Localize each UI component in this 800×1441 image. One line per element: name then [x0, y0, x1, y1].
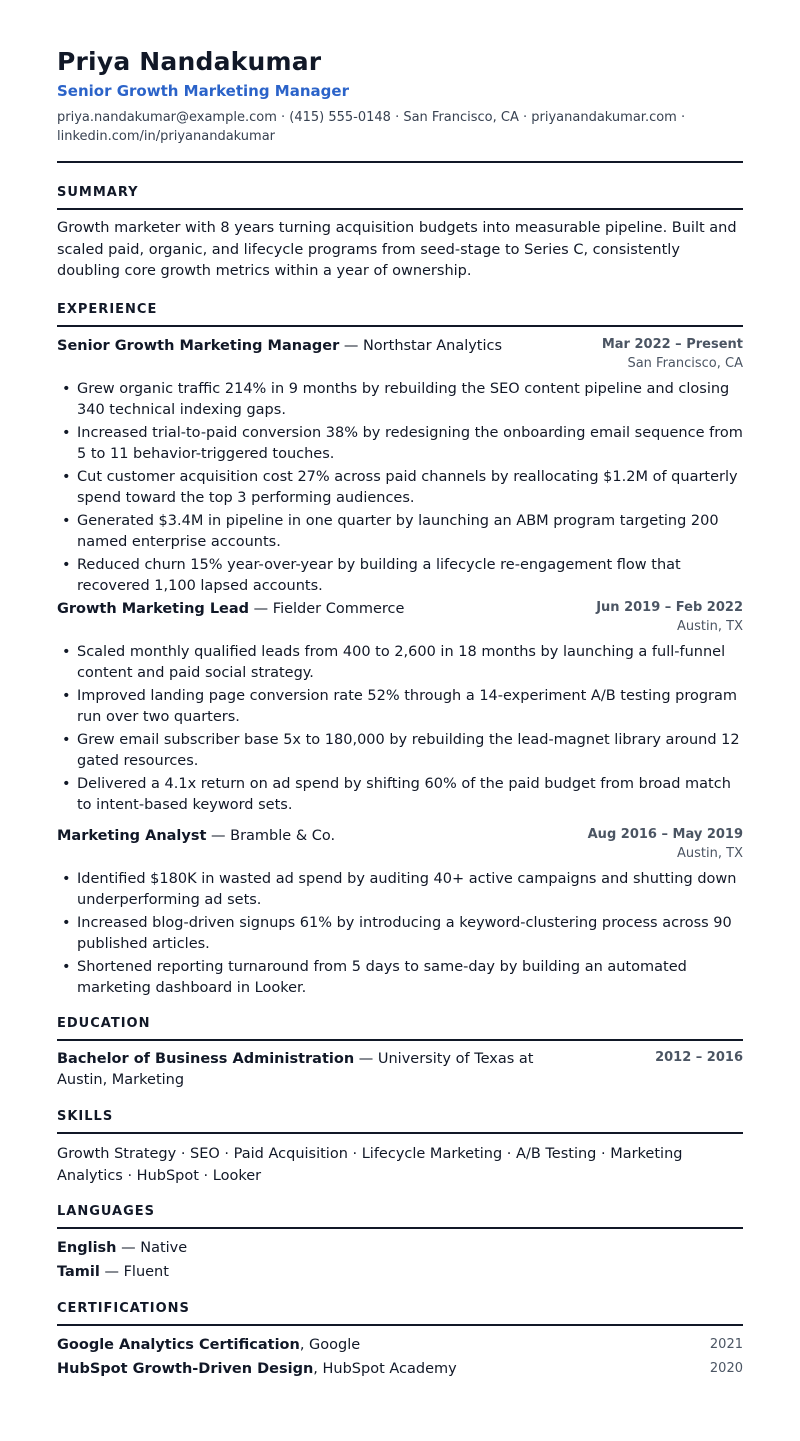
certification-item	[57, 1333, 743, 1357]
list-item: • Identified $180K in wasted ad spend by auditing 40+ active campaigns and shutting down underperforming ad sets.	[57, 869, 743, 911]
job-title: Growth Marketing Lead	[57, 600, 250, 617]
section-title: SKILLS	[57, 1108, 743, 1134]
job-dates: Jun 2019 – Feb 2022	[596, 599, 743, 615]
list-item: • Delivered a 4.1x return on ad spend by shifting 60% of the paid budget from broad match to intent-based keyword sets.	[57, 774, 743, 816]
language-item	[57, 1236, 743, 1260]
separator: —	[206, 827, 231, 844]
contact-info	[57, 109, 743, 146]
job-title: Marketing Analyst	[57, 827, 207, 844]
job-header	[57, 336, 743, 373]
list-item: • Shortened reporting turnaround from 5 days to same-day by building an automated marketing dashboard in Looker.	[57, 957, 743, 999]
job-heading	[57, 826, 335, 846]
list-item: • Increased trial-to-paid conversion 38% by redesigning the onboarding email sequence from 5 to 11 behavior-triggered touches.	[57, 423, 743, 465]
job-dates: Mar 2022 – Present	[601, 336, 743, 352]
skills-section	[57, 1108, 743, 1187]
list-item: • Cut customer acquisition cost 27% across paid channels by reallocating $1.2M of quarterly spend toward the top 3 performing audiences.	[57, 467, 743, 509]
list-item: • Improved landing page conversion rate 52% through a 14-experiment A/B testing program run over two quarters.	[57, 686, 743, 728]
job-bullets	[57, 642, 743, 816]
section-title: EXPERIENCE	[57, 301, 743, 327]
job-entry	[57, 826, 743, 999]
certification-heading	[57, 1357, 457, 1381]
summary-text: Growth marketer with 8 years turning acquisition budgets into measurable pipeline. Built and scaled paid, organic, and lifecycle programs from seed-stage to Series C, consistently doubling core growth metrics within a year of ownership.	[57, 220, 737, 279]
education-entry	[57, 1049, 743, 1091]
list-item: • Increased blog-driven signups 61% by introducing a keyword-clustering process across 90 published articles.	[57, 913, 743, 955]
language-level: Fluent	[123, 1263, 169, 1280]
languages-list	[57, 1236, 743, 1284]
list-item: • Generated $3.4M in pipeline in one quarter by launching an ABM program targeting 200 named enterprise accounts.	[57, 511, 743, 553]
section-title: LANGUAGES	[57, 1203, 743, 1229]
certification-year: 2021	[709, 1336, 743, 1352]
separator: ,	[313, 1360, 323, 1377]
list-item: • Scaled monthly qualified leads from 400 to 2,600 in 18 months by launching a full-funnel content and paid social strategy.	[57, 642, 743, 684]
certification-item	[57, 1357, 743, 1381]
job-company: Bramble & Co.	[230, 827, 336, 844]
separator: —	[116, 1239, 141, 1256]
list-item: • Grew organic traffic 214% in 9 months by rebuilding the SEO content pipeline and closing 340 technical indexing gaps.	[57, 379, 743, 421]
candidate-name: Priya Nandakumar	[57, 47, 322, 76]
certifications-section	[57, 1300, 743, 1381]
job-company: Fielder Commerce	[272, 600, 405, 617]
job-company: Northstar Analytics	[362, 337, 503, 354]
contact-line: priya.nandakumar@example.com · (415) 555-0148 · San Francisco, CA · priyanandakumar.com ·	[57, 110, 686, 125]
certification-issuer: HubSpot Academy	[322, 1360, 457, 1377]
job-title: Senior Growth Marketing Manager	[57, 337, 340, 354]
summary-section	[57, 184, 743, 283]
languages-section	[57, 1203, 743, 1284]
education-dates: 2012 – 2016	[655, 1049, 743, 1065]
separator: ,	[299, 1336, 310, 1353]
section-title: CERTIFICATIONS	[57, 1300, 743, 1326]
education-heading	[57, 1049, 537, 1091]
candidate-role: Senior Growth Marketing Manager	[57, 82, 349, 100]
language-name: Tamil	[57, 1263, 100, 1280]
resume-header	[57, 46, 743, 146]
job-bullets	[57, 379, 743, 597]
degree: Bachelor of Business Administration	[57, 1050, 355, 1067]
school: University of Texas at	[377, 1050, 534, 1067]
job-location: Austin, TX	[677, 845, 743, 861]
job-header	[57, 826, 743, 863]
experience-section	[57, 301, 743, 999]
header-divider	[57, 161, 743, 163]
certification-year: 2020	[709, 1360, 743, 1376]
job-entry	[57, 336, 743, 597]
certification-name: HubSpot Growth-Driven Design	[57, 1360, 314, 1377]
separator: —	[99, 1263, 124, 1280]
list-item: • Reduced churn 15% year-over-year by building a lifecycle re-engagement flow that recovered 1,100 lapsed accounts.	[57, 555, 743, 597]
separator: —	[249, 600, 273, 617]
language-level: Native	[140, 1239, 188, 1256]
job-bullets	[57, 869, 743, 999]
certifications-list	[57, 1333, 743, 1381]
job-heading	[57, 599, 404, 619]
job-entry	[57, 599, 743, 816]
separator: —	[339, 337, 363, 354]
section-title: SUMMARY	[57, 184, 743, 210]
school-detail: Austin, Marketing	[57, 1071, 185, 1088]
job-dates: Aug 2016 – May 2019	[587, 826, 743, 842]
certification-heading	[57, 1333, 360, 1357]
certification-issuer: Google	[309, 1336, 361, 1353]
job-header	[57, 599, 743, 636]
separator: —	[354, 1050, 378, 1067]
language-name: English	[57, 1239, 117, 1256]
language-item	[57, 1260, 743, 1284]
job-meta	[588, 826, 743, 863]
job-location: Austin, TX	[677, 618, 743, 634]
job-meta	[602, 336, 743, 373]
job-meta	[596, 599, 743, 636]
list-item: • Grew email subscriber base 5x to 180,000 by rebuilding the lead-magnet library around 12 gated resources.	[57, 730, 743, 772]
certification-name: Google Analytics Certification	[57, 1336, 300, 1353]
contact-line: linkedin.com/in/priyanandakumar	[57, 128, 276, 144]
education-section	[57, 1015, 743, 1091]
skills-text: Growth Strategy · SEO · Paid Acquisition · Lifecycle Marketing · A/B Testing · Marketing Analytics · HubSpot · Looker	[57, 1145, 683, 1184]
section-title: EDUCATION	[57, 1015, 743, 1041]
job-location: San Francisco, CA	[627, 355, 743, 371]
education-meta	[655, 1049, 743, 1067]
job-heading	[57, 336, 502, 356]
